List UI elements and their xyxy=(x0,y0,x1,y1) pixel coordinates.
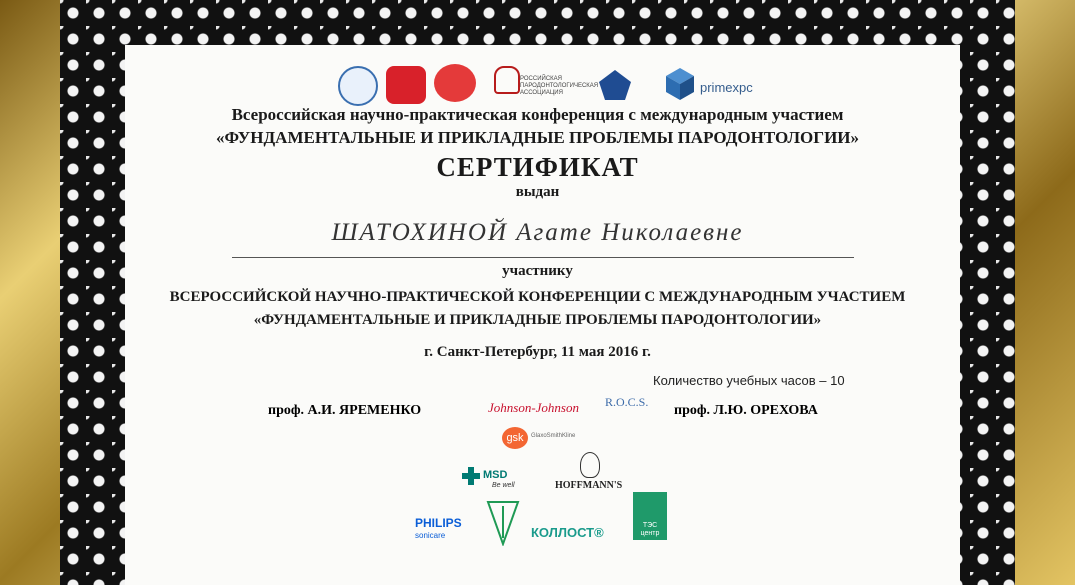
location-date: г. Санкт-Петербург, 11 мая 2016 г. xyxy=(424,344,651,360)
signature-line xyxy=(232,257,854,258)
portrait-icon xyxy=(580,452,600,478)
tes-center-logo: ТЭС центр xyxy=(633,492,667,540)
green-shield-logo xyxy=(486,500,520,546)
header-line-1: Всероссийская научно-практическая конференция с международным участием xyxy=(231,105,844,124)
hoffmanns-logo: HOFFMANN'S xyxy=(555,452,625,494)
header-line-2: «ФУНДАМЕНТАЛЬНЫЕ И ПРИКЛАДНЫЕ ПРОБЛЕМЫ ПАРОДОНТОЛОГИИ» xyxy=(215,128,860,147)
primexpo-logo: primexpc xyxy=(664,66,764,106)
signer-right: проф. Л.Ю. ОРЕХОВА xyxy=(674,403,818,418)
philips-sonicare-logo: PHILIPS sonicare xyxy=(415,516,462,540)
recipient-name: ШАТОХИНОЙ Агате Николаевне xyxy=(331,219,744,246)
issued-label: выдан xyxy=(515,184,560,200)
msd-mark-icon xyxy=(462,467,480,485)
tooth-icon xyxy=(494,66,520,94)
certificate-title: СЕРТИФИКАТ xyxy=(436,152,639,182)
emblem-icon xyxy=(597,68,633,102)
university-seal-logo xyxy=(338,66,378,106)
gsk-mark: gsk xyxy=(502,427,528,449)
periodontal-association-logo: РОССИЙСКАЯ ПАРОДОНТОЛОГИЧЕСКАЯ АССОЦИАЦИЯ xyxy=(494,66,584,102)
signer-left: проф. А.И. ЯРЕМЕНКО xyxy=(268,403,422,418)
stomatology-association-logo xyxy=(434,64,476,102)
conference-title: «ФУНДАМЕНТАЛЬНЫЕ И ПРИКЛАДНЫЕ ПРОБЛЕМЫ ПАРОДОНТОЛОГИИ» xyxy=(253,312,822,328)
red-dental-logo xyxy=(386,66,426,104)
kollost-logo: КОЛЛОСТ® xyxy=(531,525,604,540)
rocs-logo: R.O.C.S. xyxy=(605,395,649,409)
blue-emblem-logo xyxy=(597,68,633,102)
johnson-johnson-logo: Johnson-Johnson xyxy=(488,400,579,415)
msd-logo: MSD Be well xyxy=(462,467,522,493)
conference-name-upper: ВСЕРОССИЙСКОЙ НАУЧНО-ПРАКТИЧЕСКОЙ КОНФЕРЕНЦИИ С МЕЖДУНАРОДНЫМ УЧАСТИЕМ xyxy=(169,289,906,305)
shield-icon xyxy=(486,500,520,546)
cube-icon xyxy=(664,66,696,102)
hours-text: Количество учебных часов – 10 xyxy=(653,373,845,388)
participant-label: участнику xyxy=(502,263,573,279)
gsk-logo: gsk GlaxoSmithKline xyxy=(502,427,592,449)
